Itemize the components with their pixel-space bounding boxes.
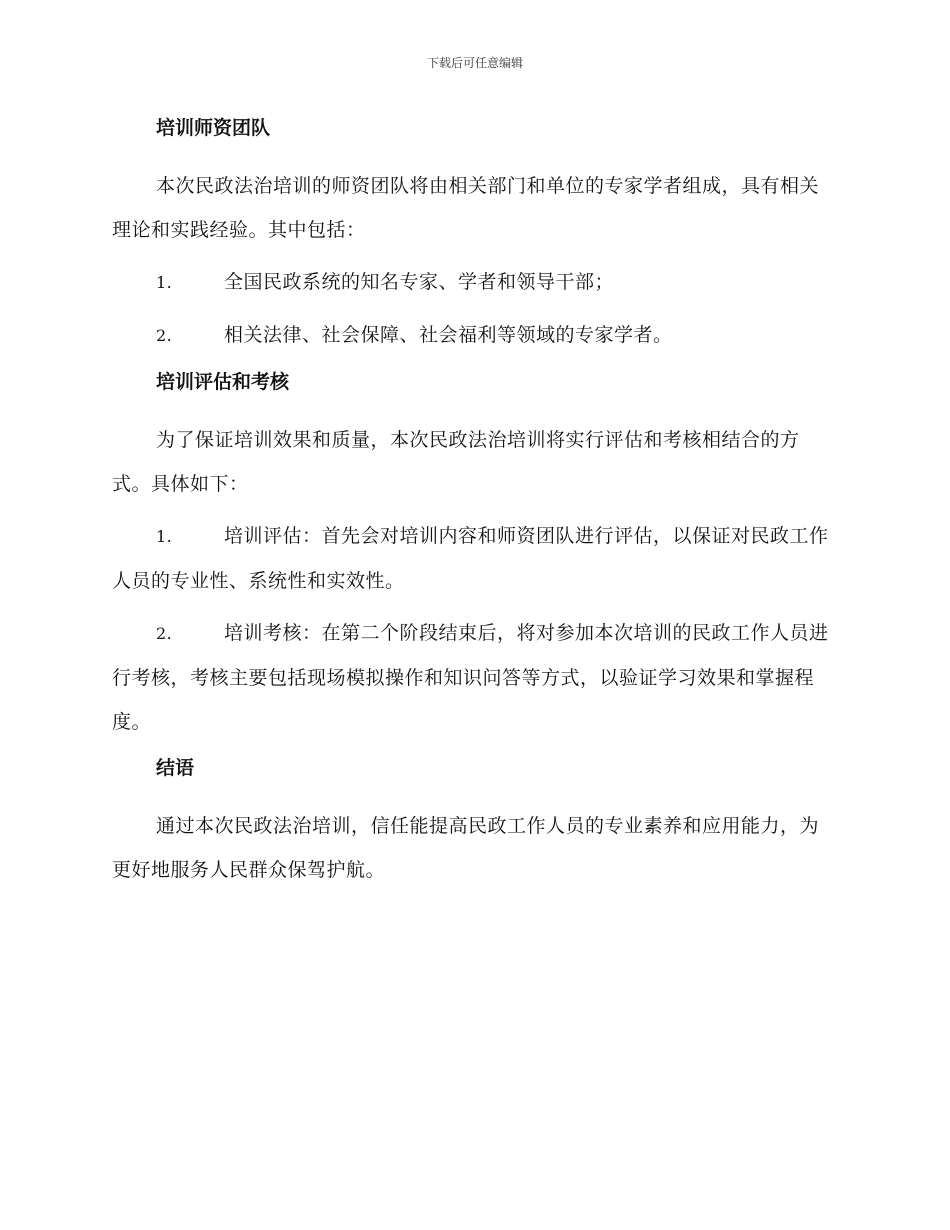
section-paragraph: 为了保证培训效果和质量，本次民政法治培训将实行评估和考核相结合的方式。具体如下： — [112, 429, 800, 495]
list-number: 1. — [156, 273, 173, 292]
list-item-text: 相关法律、社会保障、社会福利等领域的专家学者。 — [224, 324, 673, 346]
list-item — [112, 313, 834, 358]
section-heading-faculty: 培训师资团队 — [156, 117, 271, 139]
list-number: 1. — [156, 527, 173, 546]
section-paragraph: 通过本次民政法治培训，信任能提高民政工作人员的专业素养和应用能力，为更好地服务人民群众保驾护航。 — [112, 815, 820, 881]
section-heading-conclusion: 结语 — [156, 757, 195, 779]
list-item-text: 全国民政系统的知名专家、学者和领导干部； — [224, 271, 615, 293]
document-body — [112, 112, 834, 900]
header-note: 下载后可任意编辑 — [426, 56, 523, 70]
list-item — [112, 260, 834, 305]
list-number: 2. — [156, 326, 173, 345]
list-item — [112, 514, 834, 603]
section-paragraph: 本次民政法治培训的师资团队将由相关部门和单位的专家学者组成，具有相关理论和实践经验。其中包括： — [112, 175, 820, 241]
list-number: 2. — [156, 624, 173, 643]
list-item-text: 培训评估：首先会对培训内容和师资团队进行评估，以保证对民政工作人员的专业性、系统性和实效性。 — [112, 525, 829, 592]
list-item-text: 培训考核：在第二个阶段结束后，将对参加本次培训的民政工作人员进行考核，考核主要包括现场模拟操作和知识问答等方式，以验证学习效果和掌握程度。 — [112, 622, 829, 733]
list-item — [112, 611, 834, 744]
section-heading-evaluation: 培训评估和考核 — [156, 371, 290, 393]
